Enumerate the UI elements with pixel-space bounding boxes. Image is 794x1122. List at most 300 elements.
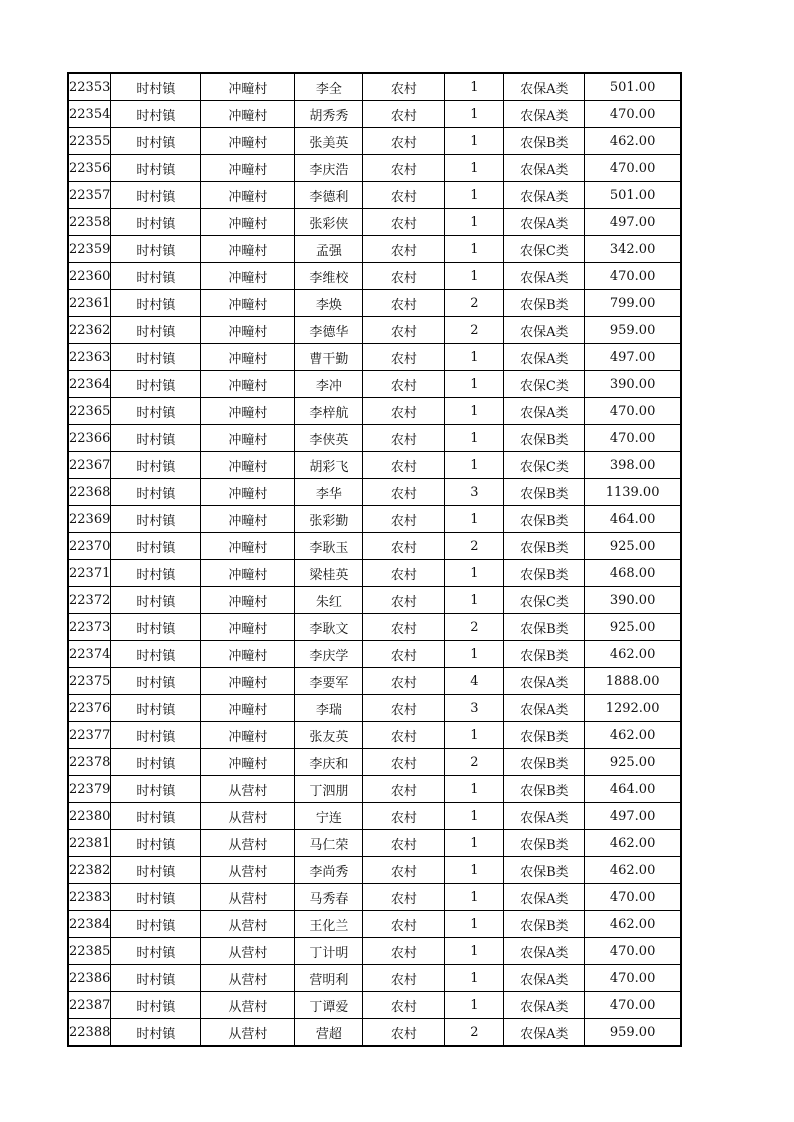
record-id-cell: 22375 <box>68 668 111 695</box>
amount-cell: 470.00 <box>585 101 681 128</box>
table-row <box>68 830 681 857</box>
name-cell: 李德华 <box>295 317 363 344</box>
village-cell: 冲疃村 <box>201 506 295 533</box>
town-cell: 时村镇 <box>111 182 201 209</box>
town-cell: 时村镇 <box>111 425 201 452</box>
record-id-cell: 22353 <box>68 73 111 101</box>
person-count-cell: 1 <box>445 587 504 614</box>
town-cell: 时村镇 <box>111 398 201 425</box>
name-cell: 梁桂英 <box>295 560 363 587</box>
insurance-category-cell: 农保A类 <box>504 155 585 182</box>
table-row <box>68 776 681 803</box>
records-table-body <box>68 73 681 1046</box>
household-type-cell: 农村 <box>363 911 445 938</box>
person-count-cell: 1 <box>445 776 504 803</box>
town-cell: 时村镇 <box>111 317 201 344</box>
table-row <box>68 749 681 776</box>
person-count-cell: 1 <box>445 236 504 263</box>
record-id-cell: 22369 <box>68 506 111 533</box>
village-cell: 从营村 <box>201 830 295 857</box>
record-id-cell: 22365 <box>68 398 111 425</box>
insurance-category-cell: 农保A类 <box>504 344 585 371</box>
insurance-category-cell: 农保A类 <box>504 398 585 425</box>
name-cell: 李庆和 <box>295 749 363 776</box>
person-count-cell: 4 <box>445 668 504 695</box>
person-count-cell: 1 <box>445 884 504 911</box>
town-cell: 时村镇 <box>111 479 201 506</box>
record-id-cell: 22379 <box>68 776 111 803</box>
record-id-cell: 22354 <box>68 101 111 128</box>
town-cell: 时村镇 <box>111 938 201 965</box>
name-cell: 胡秀秀 <box>295 101 363 128</box>
town-cell: 时村镇 <box>111 695 201 722</box>
name-cell: 营明利 <box>295 965 363 992</box>
person-count-cell: 1 <box>445 560 504 587</box>
town-cell: 时村镇 <box>111 101 201 128</box>
town-cell: 时村镇 <box>111 533 201 560</box>
town-cell: 时村镇 <box>111 290 201 317</box>
household-type-cell: 农村 <box>363 506 445 533</box>
amount-cell: 959.00 <box>585 317 681 344</box>
village-cell: 冲疃村 <box>201 668 295 695</box>
village-cell: 从营村 <box>201 965 295 992</box>
town-cell: 时村镇 <box>111 506 201 533</box>
household-type-cell: 农村 <box>363 101 445 128</box>
name-cell: 李庆学 <box>295 641 363 668</box>
record-id-cell: 22381 <box>68 830 111 857</box>
person-count-cell: 1 <box>445 182 504 209</box>
record-id-cell: 22386 <box>68 965 111 992</box>
insurance-category-cell: 农保C类 <box>504 452 585 479</box>
village-cell: 从营村 <box>201 803 295 830</box>
name-cell: 李焕 <box>295 290 363 317</box>
household-type-cell: 农村 <box>363 803 445 830</box>
name-cell: 李庆浩 <box>295 155 363 182</box>
table-row <box>68 317 681 344</box>
table-row <box>68 938 681 965</box>
person-count-cell: 2 <box>445 533 504 560</box>
insurance-category-cell: 农保A类 <box>504 1019 585 1047</box>
record-id-cell: 22371 <box>68 560 111 587</box>
table-row <box>68 398 681 425</box>
name-cell: 马秀春 <box>295 884 363 911</box>
name-cell: 李侠英 <box>295 425 363 452</box>
record-id-cell: 22377 <box>68 722 111 749</box>
village-cell: 从营村 <box>201 884 295 911</box>
amount-cell: 470.00 <box>585 965 681 992</box>
household-type-cell: 农村 <box>363 155 445 182</box>
table-row <box>68 533 681 560</box>
record-id-cell: 22383 <box>68 884 111 911</box>
person-count-cell: 1 <box>445 209 504 236</box>
insurance-category-cell: 农保B类 <box>504 857 585 884</box>
insurance-category-cell: 农保C类 <box>504 371 585 398</box>
household-type-cell: 农村 <box>363 182 445 209</box>
person-count-cell: 1 <box>445 155 504 182</box>
amount-cell: 462.00 <box>585 911 681 938</box>
insurance-category-cell: 农保A类 <box>504 695 585 722</box>
village-cell: 冲疃村 <box>201 641 295 668</box>
record-id-cell: 22372 <box>68 587 111 614</box>
table-row <box>68 992 681 1019</box>
village-cell: 冲疃村 <box>201 236 295 263</box>
town-cell: 时村镇 <box>111 263 201 290</box>
amount-cell: 470.00 <box>585 425 681 452</box>
amount-cell: 925.00 <box>585 533 681 560</box>
record-id-cell: 22380 <box>68 803 111 830</box>
name-cell: 丁谭爱 <box>295 992 363 1019</box>
insurance-category-cell: 农保B类 <box>504 560 585 587</box>
record-id-cell: 22374 <box>68 641 111 668</box>
record-id-cell: 22356 <box>68 155 111 182</box>
table-row <box>68 155 681 182</box>
record-id-cell: 22373 <box>68 614 111 641</box>
village-cell: 从营村 <box>201 992 295 1019</box>
amount-cell: 799.00 <box>585 290 681 317</box>
town-cell: 时村镇 <box>111 749 201 776</box>
town-cell: 时村镇 <box>111 884 201 911</box>
town-cell: 时村镇 <box>111 965 201 992</box>
village-cell: 冲疃村 <box>201 722 295 749</box>
household-type-cell: 农村 <box>363 938 445 965</box>
amount-cell: 497.00 <box>585 209 681 236</box>
table-row <box>68 911 681 938</box>
name-cell: 李冲 <box>295 371 363 398</box>
name-cell: 张美英 <box>295 128 363 155</box>
town-cell: 时村镇 <box>111 128 201 155</box>
amount-cell: 470.00 <box>585 398 681 425</box>
household-type-cell: 农村 <box>363 425 445 452</box>
household-type-cell: 农村 <box>363 479 445 506</box>
amount-cell: 470.00 <box>585 884 681 911</box>
amount-cell: 959.00 <box>585 1019 681 1047</box>
household-type-cell: 农村 <box>363 857 445 884</box>
person-count-cell: 1 <box>445 965 504 992</box>
household-type-cell: 农村 <box>363 776 445 803</box>
record-id-cell: 22366 <box>68 425 111 452</box>
amount-cell: 470.00 <box>585 938 681 965</box>
amount-cell: 464.00 <box>585 506 681 533</box>
amount-cell: 925.00 <box>585 614 681 641</box>
table-row <box>68 73 681 101</box>
table-row <box>68 479 681 506</box>
insurance-category-cell: 农保A类 <box>504 101 585 128</box>
name-cell: 李要军 <box>295 668 363 695</box>
village-cell: 冲疃村 <box>201 317 295 344</box>
record-id-cell: 22364 <box>68 371 111 398</box>
amount-cell: 497.00 <box>585 344 681 371</box>
record-id-cell: 22387 <box>68 992 111 1019</box>
person-count-cell: 1 <box>445 911 504 938</box>
person-count-cell: 1 <box>445 398 504 425</box>
name-cell: 李全 <box>295 73 363 101</box>
record-id-cell: 22382 <box>68 857 111 884</box>
household-type-cell: 农村 <box>363 398 445 425</box>
name-cell: 李耿玉 <box>295 533 363 560</box>
person-count-cell: 1 <box>445 101 504 128</box>
town-cell: 时村镇 <box>111 803 201 830</box>
amount-cell: 398.00 <box>585 452 681 479</box>
household-type-cell: 农村 <box>363 587 445 614</box>
town-cell: 时村镇 <box>111 209 201 236</box>
village-cell: 冲疃村 <box>201 290 295 317</box>
name-cell: 丁计明 <box>295 938 363 965</box>
record-id-cell: 22355 <box>68 128 111 155</box>
insurance-category-cell: 农保A类 <box>504 938 585 965</box>
table-row <box>68 884 681 911</box>
insurance-category-cell: 农保A类 <box>504 992 585 1019</box>
table-row <box>68 344 681 371</box>
table-row <box>68 209 681 236</box>
table-row <box>68 506 681 533</box>
insurance-category-cell: 农保C类 <box>504 236 585 263</box>
town-cell: 时村镇 <box>111 560 201 587</box>
amount-cell: 462.00 <box>585 641 681 668</box>
insurance-category-cell: 农保B类 <box>504 506 585 533</box>
village-cell: 冲疃村 <box>201 155 295 182</box>
record-id-cell: 22370 <box>68 533 111 560</box>
household-type-cell: 农村 <box>363 641 445 668</box>
insurance-category-cell: 农保B类 <box>504 533 585 560</box>
household-type-cell: 农村 <box>363 884 445 911</box>
table-row <box>68 857 681 884</box>
insurance-category-cell: 农保A类 <box>504 73 585 101</box>
village-cell: 冲疃村 <box>201 749 295 776</box>
table-row <box>68 722 681 749</box>
town-cell: 时村镇 <box>111 641 201 668</box>
table-row <box>68 560 681 587</box>
table-row <box>68 668 681 695</box>
person-count-cell: 1 <box>445 722 504 749</box>
household-type-cell: 农村 <box>363 749 445 776</box>
town-cell: 时村镇 <box>111 614 201 641</box>
household-type-cell: 农村 <box>363 236 445 263</box>
amount-cell: 462.00 <box>585 830 681 857</box>
table-row <box>68 290 681 317</box>
household-type-cell: 农村 <box>363 263 445 290</box>
name-cell: 李耿文 <box>295 614 363 641</box>
table-row <box>68 614 681 641</box>
name-cell: 营超 <box>295 1019 363 1047</box>
insurance-category-cell: 农保B类 <box>504 641 585 668</box>
insurance-category-cell: 农保B类 <box>504 911 585 938</box>
household-type-cell: 农村 <box>363 992 445 1019</box>
amount-cell: 470.00 <box>585 992 681 1019</box>
insurance-category-cell: 农保B类 <box>504 722 585 749</box>
town-cell: 时村镇 <box>111 155 201 182</box>
village-cell: 冲疃村 <box>201 209 295 236</box>
household-type-cell: 农村 <box>363 560 445 587</box>
insurance-category-cell: 农保A类 <box>504 209 585 236</box>
amount-cell: 462.00 <box>585 857 681 884</box>
amount-cell: 462.00 <box>585 128 681 155</box>
household-type-cell: 农村 <box>363 1019 445 1047</box>
amount-cell: 470.00 <box>585 155 681 182</box>
town-cell: 时村镇 <box>111 722 201 749</box>
amount-cell: 342.00 <box>585 236 681 263</box>
town-cell: 时村镇 <box>111 776 201 803</box>
household-type-cell: 农村 <box>363 614 445 641</box>
insurance-category-cell: 农保A类 <box>504 965 585 992</box>
household-type-cell: 农村 <box>363 533 445 560</box>
table-row <box>68 641 681 668</box>
household-type-cell: 农村 <box>363 668 445 695</box>
name-cell: 孟强 <box>295 236 363 263</box>
household-type-cell: 农村 <box>363 965 445 992</box>
household-type-cell: 农村 <box>363 344 445 371</box>
insurance-category-cell: 农保B类 <box>504 776 585 803</box>
household-type-cell: 农村 <box>363 317 445 344</box>
insurance-category-cell: 农保A类 <box>504 668 585 695</box>
record-id-cell: 22368 <box>68 479 111 506</box>
town-cell: 时村镇 <box>111 371 201 398</box>
person-count-cell: 1 <box>445 371 504 398</box>
town-cell: 时村镇 <box>111 830 201 857</box>
village-cell: 冲疃村 <box>201 479 295 506</box>
village-cell: 从营村 <box>201 911 295 938</box>
village-cell: 冲疃村 <box>201 371 295 398</box>
amount-cell: 462.00 <box>585 722 681 749</box>
person-count-cell: 1 <box>445 73 504 101</box>
record-id-cell: 22362 <box>68 317 111 344</box>
record-id-cell: 22385 <box>68 938 111 965</box>
insurance-category-cell: 农保B类 <box>504 614 585 641</box>
name-cell: 朱红 <box>295 587 363 614</box>
amount-cell: 501.00 <box>585 182 681 209</box>
amount-cell: 501.00 <box>585 73 681 101</box>
insurance-category-cell: 农保A类 <box>504 884 585 911</box>
insurance-category-cell: 农保B类 <box>504 830 585 857</box>
insurance-category-cell: 农保B类 <box>504 290 585 317</box>
town-cell: 时村镇 <box>111 236 201 263</box>
table-row <box>68 128 681 155</box>
person-count-cell: 2 <box>445 317 504 344</box>
household-type-cell: 农村 <box>363 128 445 155</box>
household-type-cell: 农村 <box>363 830 445 857</box>
name-cell: 张彩勤 <box>295 506 363 533</box>
name-cell: 李尚秀 <box>295 857 363 884</box>
name-cell: 李德利 <box>295 182 363 209</box>
insurance-category-cell: 农保B类 <box>504 479 585 506</box>
person-count-cell: 3 <box>445 479 504 506</box>
table-row <box>68 263 681 290</box>
name-cell: 胡彩飞 <box>295 452 363 479</box>
village-cell: 冲疃村 <box>201 182 295 209</box>
village-cell: 冲疃村 <box>201 128 295 155</box>
household-type-cell: 农村 <box>363 452 445 479</box>
person-count-cell: 1 <box>445 992 504 1019</box>
village-cell: 从营村 <box>201 857 295 884</box>
name-cell: 王化兰 <box>295 911 363 938</box>
town-cell: 时村镇 <box>111 587 201 614</box>
name-cell: 李梓航 <box>295 398 363 425</box>
amount-cell: 497.00 <box>585 803 681 830</box>
town-cell: 时村镇 <box>111 452 201 479</box>
person-count-cell: 2 <box>445 290 504 317</box>
record-id-cell: 22358 <box>68 209 111 236</box>
person-count-cell: 1 <box>445 425 504 452</box>
person-count-cell: 1 <box>445 452 504 479</box>
village-cell: 从营村 <box>201 776 295 803</box>
record-id-cell: 22376 <box>68 695 111 722</box>
village-cell: 冲疃村 <box>201 344 295 371</box>
record-id-cell: 22384 <box>68 911 111 938</box>
town-cell: 时村镇 <box>111 668 201 695</box>
record-id-cell: 22361 <box>68 290 111 317</box>
village-cell: 冲疃村 <box>201 263 295 290</box>
village-cell: 冲疃村 <box>201 452 295 479</box>
table-row <box>68 101 681 128</box>
insurance-category-cell: 农保A类 <box>504 803 585 830</box>
insurance-category-cell: 农保C类 <box>504 587 585 614</box>
household-type-cell: 农村 <box>363 73 445 101</box>
amount-cell: 390.00 <box>585 587 681 614</box>
household-type-cell: 农村 <box>363 290 445 317</box>
village-cell: 冲疃村 <box>201 101 295 128</box>
insurance-category-cell: 农保B类 <box>504 749 585 776</box>
record-id-cell: 22363 <box>68 344 111 371</box>
record-id-cell: 22367 <box>68 452 111 479</box>
town-cell: 时村镇 <box>111 857 201 884</box>
insurance-category-cell: 农保A类 <box>504 263 585 290</box>
name-cell: 宁连 <box>295 803 363 830</box>
person-count-cell: 1 <box>445 344 504 371</box>
village-cell: 从营村 <box>201 1019 295 1047</box>
amount-cell: 1888.00 <box>585 668 681 695</box>
amount-cell: 468.00 <box>585 560 681 587</box>
table-row <box>68 803 681 830</box>
village-cell: 冲疃村 <box>201 73 295 101</box>
record-id-cell: 22378 <box>68 749 111 776</box>
name-cell: 张友英 <box>295 722 363 749</box>
amount-cell: 1139.00 <box>585 479 681 506</box>
person-count-cell: 2 <box>445 614 504 641</box>
person-count-cell: 2 <box>445 749 504 776</box>
person-count-cell: 3 <box>445 695 504 722</box>
person-count-cell: 1 <box>445 506 504 533</box>
person-count-cell: 2 <box>445 1019 504 1047</box>
record-id-cell: 22388 <box>68 1019 111 1047</box>
person-count-cell: 1 <box>445 938 504 965</box>
amount-cell: 470.00 <box>585 263 681 290</box>
person-count-cell: 1 <box>445 641 504 668</box>
name-cell: 李华 <box>295 479 363 506</box>
village-cell: 冲疃村 <box>201 533 295 560</box>
table-row <box>68 452 681 479</box>
town-cell: 时村镇 <box>111 992 201 1019</box>
record-id-cell: 22357 <box>68 182 111 209</box>
person-count-cell: 1 <box>445 857 504 884</box>
records-table <box>67 72 682 1047</box>
village-cell: 冲疃村 <box>201 425 295 452</box>
amount-cell: 464.00 <box>585 776 681 803</box>
insurance-category-cell: 农保B类 <box>504 128 585 155</box>
amount-cell: 925.00 <box>585 749 681 776</box>
town-cell: 时村镇 <box>111 73 201 101</box>
name-cell: 丁泗朋 <box>295 776 363 803</box>
household-type-cell: 农村 <box>363 209 445 236</box>
village-cell: 冲疃村 <box>201 398 295 425</box>
village-cell: 冲疃村 <box>201 560 295 587</box>
insurance-category-cell: 农保B类 <box>504 425 585 452</box>
person-count-cell: 1 <box>445 263 504 290</box>
household-type-cell: 农村 <box>363 695 445 722</box>
table-row <box>68 182 681 209</box>
town-cell: 时村镇 <box>111 1019 201 1047</box>
town-cell: 时村镇 <box>111 911 201 938</box>
person-count-cell: 1 <box>445 830 504 857</box>
insurance-category-cell: 农保A类 <box>504 182 585 209</box>
